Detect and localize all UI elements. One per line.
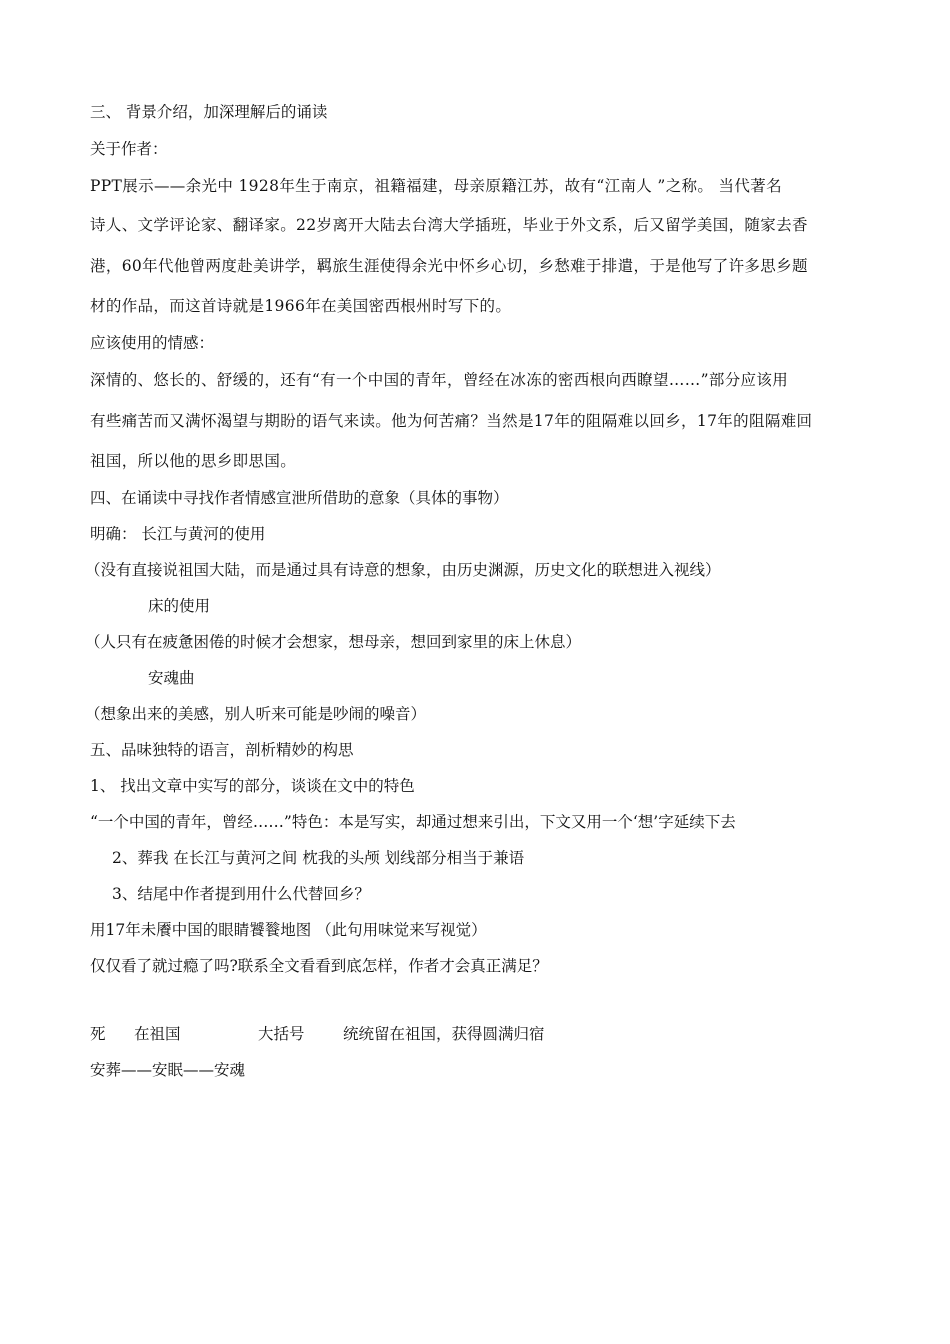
author-label: 关于作者： — [90, 140, 168, 158]
question-2: 2、葬我 在长江与黄河之间 枕我的头颅 划线部分相当于兼语 — [112, 849, 525, 867]
image-note-1: （没有直接说祖国大陆，而是通过具有诗意的想象，由历史渊源，历史文化的联想进入视线） — [85, 561, 721, 579]
question-1: 1、 找出文章中实写的部分，谈谈在文中的特色 — [90, 777, 415, 795]
question-3-followup: 仅仅看了就过瘾了吗?联系全文看看到底怎样，作者才会真正满足？ — [90, 957, 548, 975]
emotion-line-1: 深情的、悠长的、舒缓的，还有“有一个中国的青年，曾经在冰冻的密西根向西瞭望……”部分应该用 — [90, 371, 789, 389]
clarify-line: 明确： 长江与黄河的使用 — [90, 525, 266, 543]
image-item-requiem: 安魂曲 — [148, 669, 195, 687]
death-line-brace: 大括号 — [258, 1025, 305, 1043]
image-item-bed: 床的使用 — [148, 597, 211, 615]
section5-heading: 五、品味独特的语言，剖析精妙的构思 — [90, 741, 354, 759]
author-line-3: 港，60年代他曾两度赴美讲学，羁旅生涯使得余光中怀乡心切，乡愁难于排遣，于是他写了许多思乡题 — [90, 257, 808, 275]
author-line-2: 诗人、文学评论家、翻译家。22岁离开大陆去台湾大学插班，毕业于外文系，后又留学美国，随家去香 — [90, 216, 808, 234]
author-line-1: PPT展示——余光中 1928年生于南京，祖籍福建，母亲原籍江苏，故有“江南人 ”之称。 当代著名 — [90, 177, 782, 195]
death-line-word: 死 — [90, 1025, 106, 1043]
section3-heading: 三、 背景介绍，加深理解后的诵读 — [90, 103, 328, 121]
question-3: 3、结尾中作者提到用什么代替回乡？ — [112, 885, 370, 903]
burial-sequence: 安葬——安眠——安魂 — [90, 1061, 246, 1079]
emotion-line-2: 有些痛苦而又满怀渴望与期盼的语气来读。他为何苦痛？当然是17年的阻隔难以回乡，17年的阻隔难回 — [90, 412, 813, 430]
question-3-answer: 用17年未餍中国的眼睛饕餮地图 （此句用味觉来写视觉） — [90, 921, 487, 939]
emotion-label: 应该使用的情感： — [90, 334, 215, 352]
author-line-4: 材的作品，而这首诗就是1966年在美国密西根州时写下的。 — [90, 297, 512, 315]
image-note-2: （人只有在疲惫困倦的时候才会想家，想母亲，想回到家里的床上休息） — [85, 633, 582, 651]
death-line-place: 在祖国 — [134, 1025, 181, 1043]
emotion-line-3: 祖国，所以他的思乡即思国。 — [90, 452, 297, 470]
death-line-conclusion: 统统留在祖国，获得圆满归宿 — [343, 1025, 545, 1043]
question-1-answer: “一个中国的青年，曾经……”特色：本是写实，却通过想来引出，下文又用一个‘想’字延续下去 — [90, 813, 736, 831]
image-note-3: （想象出来的美感，别人听来可能是吵闹的噪音） — [85, 705, 427, 723]
section4-heading: 四、在诵读中寻找作者情感宣泄所借助的意象（具体的事物） — [90, 489, 509, 507]
